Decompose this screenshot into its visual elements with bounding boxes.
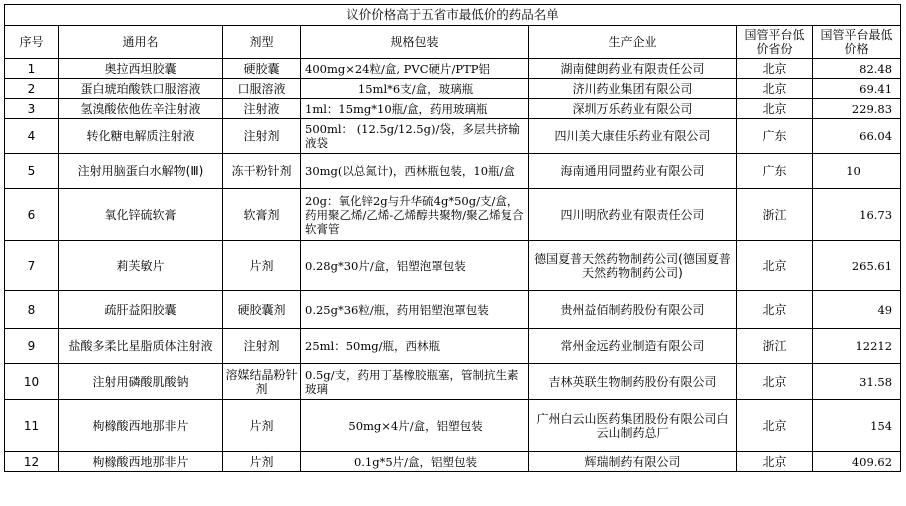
cell-form: 片剂	[223, 241, 301, 291]
cell-province: 北京	[737, 291, 813, 329]
cell-form: 硬胶囊	[223, 59, 301, 79]
cell-form: 注射液	[223, 99, 301, 119]
cell-seq: 1	[5, 59, 59, 79]
cell-province: 北京	[737, 452, 813, 472]
cell-form: 口服溶液	[223, 79, 301, 99]
table-row	[5, 154, 901, 189]
cell-form: 溶媒结晶粉针剂	[223, 364, 301, 400]
cell-spec: 500ml： (12.5g/12.5g)/袋，多层共挤输液袋	[301, 119, 529, 154]
cell-name: 枸橼酸西地那非片	[59, 400, 223, 452]
cell-seq: 2	[5, 79, 59, 99]
cell-seq: 6	[5, 189, 59, 241]
cell-company: 四川明欣药业有限责任公司	[529, 189, 737, 241]
cell-form: 注射剂	[223, 119, 301, 154]
table-row	[5, 329, 901, 364]
cell-price: 265.61	[813, 241, 901, 291]
cell-seq: 10	[5, 364, 59, 400]
cell-price: 229.83	[813, 99, 901, 119]
cell-spec: 0.28g*30片/盒，铝塑泡罩包装	[301, 241, 529, 291]
cell-company: 辉瑞制药有限公司	[529, 452, 737, 472]
cell-company: 吉林英联生物制药股份有限公司	[529, 364, 737, 400]
cell-spec: 15ml*6支/盒，玻璃瓶	[301, 79, 529, 99]
table-row	[5, 99, 901, 119]
cell-price: 154	[813, 400, 901, 452]
cell-company: 德国夏普天然药物制药公司(德国夏普天然药物制药公司)	[529, 241, 737, 291]
cell-seq: 4	[5, 119, 59, 154]
cell-price: 10	[813, 154, 901, 189]
header-province: 国管平台低价省份	[737, 26, 813, 59]
table-row	[5, 241, 901, 291]
cell-form: 片剂	[223, 400, 301, 452]
cell-seq: 11	[5, 400, 59, 452]
cell-name: 氢溴酸依他佐辛注射液	[59, 99, 223, 119]
cell-price: 12212	[813, 329, 901, 364]
table-row	[5, 119, 901, 154]
cell-province: 北京	[737, 400, 813, 452]
cell-price: 82.48	[813, 59, 901, 79]
table-title: 议价价格高于五省市最低价的药品名单	[5, 5, 901, 26]
cell-company: 四川美大康佳乐药业有限公司	[529, 119, 737, 154]
cell-name: 蛋白琥珀酸铁口服溶液	[59, 79, 223, 99]
table-row	[5, 79, 901, 99]
cell-province: 北京	[737, 79, 813, 99]
cell-form: 硬胶囊剂	[223, 291, 301, 329]
cell-spec: 1ml：15mg*10瓶/盒，药用玻璃瓶	[301, 99, 529, 119]
cell-spec: 0.5g/支，药用丁基橡胶瓶塞，管制抗生素玻璃	[301, 364, 529, 400]
title-row	[5, 5, 901, 26]
cell-spec: 20g：氧化锌2g与升华硫4g*50g/支/盒，药用聚乙烯/乙烯-乙烯醇共聚物/聚乙烯复合软膏管	[301, 189, 529, 241]
cell-province: 北京	[737, 59, 813, 79]
cell-seq: 3	[5, 99, 59, 119]
drug-price-table	[4, 4, 901, 472]
cell-spec: 25ml：50mg/瓶，西林瓶	[301, 329, 529, 364]
cell-province: 广东	[737, 154, 813, 189]
cell-name: 注射用脑蛋白水解物(Ⅲ)	[59, 154, 223, 189]
header-form: 剂型	[223, 26, 301, 59]
cell-price: 66.04	[813, 119, 901, 154]
header-price: 国管平台最低价格	[813, 26, 901, 59]
cell-spec: 0.1g*5片/盒，铝塑包装	[301, 452, 529, 472]
cell-form: 片剂	[223, 452, 301, 472]
cell-price: 16.73	[813, 189, 901, 241]
cell-seq: 5	[5, 154, 59, 189]
cell-seq: 7	[5, 241, 59, 291]
table-row	[5, 364, 901, 400]
cell-name: 氧化锌硫软膏	[59, 189, 223, 241]
cell-name: 莉芙敏片	[59, 241, 223, 291]
cell-spec: 50mg×4片/盒，铝塑包装	[301, 400, 529, 452]
cell-form: 冻干粉针剂	[223, 154, 301, 189]
cell-spec: 400mg×24粒/盒, PVC硬片/PTP铝	[301, 59, 529, 79]
header-spec: 规格包装	[301, 26, 529, 59]
cell-form: 软膏剂	[223, 189, 301, 241]
cell-company: 济川药业集团有限公司	[529, 79, 737, 99]
cell-price: 49	[813, 291, 901, 329]
header-seq: 序号	[5, 26, 59, 59]
cell-form: 注射剂	[223, 329, 301, 364]
cell-seq: 8	[5, 291, 59, 329]
cell-seq: 9	[5, 329, 59, 364]
cell-company: 湖南健朗药业有限责任公司	[529, 59, 737, 79]
cell-province: 广东	[737, 119, 813, 154]
cell-company: 深圳万乐药业有限公司	[529, 99, 737, 119]
cell-name: 转化糖电解质注射液	[59, 119, 223, 154]
cell-company: 海南通用同盟药业有限公司	[529, 154, 737, 189]
cell-name: 疏肝益阳胶囊	[59, 291, 223, 329]
cell-spec: 30mg(以总氮计)，西林瓶包装，10瓶/盒	[301, 154, 529, 189]
header-name: 通用名	[59, 26, 223, 59]
cell-name: 奥拉西坦胶囊	[59, 59, 223, 79]
cell-company: 常州金远药业制造有限公司	[529, 329, 737, 364]
cell-spec: 0.25g*36粒/瓶，药用铝塑泡罩包装	[301, 291, 529, 329]
table-row	[5, 400, 901, 452]
header-row	[5, 26, 901, 59]
cell-province: 北京	[737, 364, 813, 400]
cell-company: 贵州益佰制药股份有限公司	[529, 291, 737, 329]
cell-price: 69.41	[813, 79, 901, 99]
cell-province: 北京	[737, 241, 813, 291]
table-row	[5, 189, 901, 241]
cell-province: 浙江	[737, 189, 813, 241]
cell-province: 北京	[737, 99, 813, 119]
cell-price: 31.58	[813, 364, 901, 400]
cell-province: 浙江	[737, 329, 813, 364]
header-company: 生产企业	[529, 26, 737, 59]
price-list-sheet	[4, 4, 900, 472]
cell-company: 广州白云山医药集团股份有限公司白云山制药总厂	[529, 400, 737, 452]
table-row	[5, 291, 901, 329]
cell-name: 枸橼酸西地那非片	[59, 452, 223, 472]
cell-name: 盐酸多柔比星脂质体注射液	[59, 329, 223, 364]
table-row	[5, 59, 901, 79]
table-row	[5, 452, 901, 472]
cell-price: 409.62	[813, 452, 901, 472]
cell-name: 注射用磷酸肌酸钠	[59, 364, 223, 400]
cell-seq: 12	[5, 452, 59, 472]
